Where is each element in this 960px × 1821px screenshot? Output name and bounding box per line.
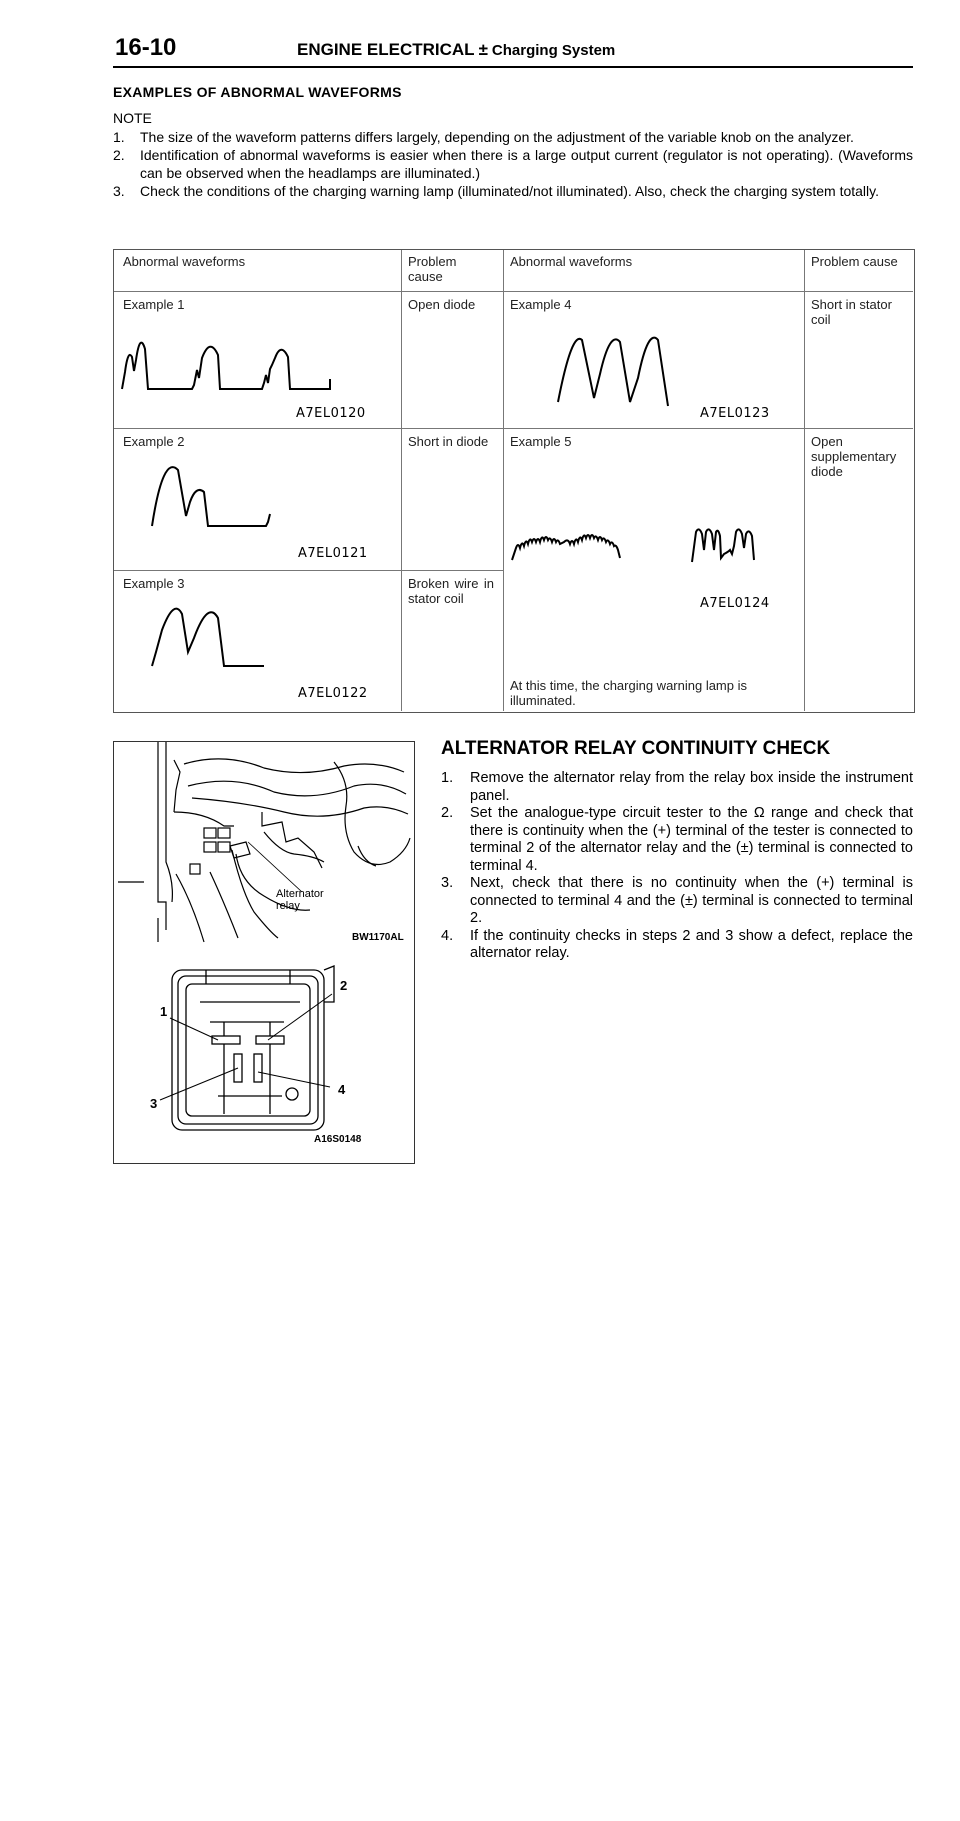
title-separator: ±: [478, 40, 488, 59]
waveform-table: [113, 249, 915, 713]
table-header: Problem cause: [408, 254, 457, 284]
note-label: NOTE: [113, 110, 152, 126]
relay-connector-diagram: [114, 942, 414, 1162]
page-title: [297, 40, 615, 60]
figure-code: A7EL0121: [298, 546, 368, 561]
figure-code: A16S0148: [314, 1134, 362, 1145]
note-item: [113, 182, 913, 200]
problem-cause: Broken wire in stator coil: [408, 576, 494, 606]
pin-label: 4: [338, 1082, 346, 1097]
relay-callout: [276, 888, 324, 912]
table-header: Abnormal waveforms: [123, 254, 246, 269]
subtitle-text: Charging System: [491, 42, 616, 59]
step-number: 3.: [441, 875, 454, 891]
step-text: If the continuity checks in steps 2 and 3 show a defect, replace the alternator relay.: [470, 927, 913, 961]
step-item: [441, 770, 913, 805]
figure-code: A7EL0120: [296, 406, 366, 421]
callout-line-1: Alternator: [276, 888, 324, 900]
note-number: 2.: [113, 147, 125, 163]
note-item: [113, 146, 913, 182]
waveform-example-1: [118, 315, 398, 400]
relay-check-steps: [441, 770, 913, 963]
page-header: [113, 32, 913, 68]
pin-label: 2: [340, 978, 348, 993]
waveform-example-3: [138, 590, 338, 680]
pin-label: 1: [160, 1004, 168, 1019]
table-divider: [114, 570, 503, 571]
note-text: Identification of abnormal waveforms is easier when there is a large output current (regulator is not operating). (Waveforms can be observed when the headlamps are illuminated.): [140, 147, 913, 181]
waveforms-heading: EXAMPLES OF ABNORMAL WAVEFORMS: [113, 84, 402, 100]
example-label: Example 2: [123, 434, 185, 449]
title-text: ENGINE ELECTRICAL: [297, 40, 475, 59]
step-text: Remove the alternator relay from the relay box inside the instrument panel.: [470, 770, 913, 804]
figure-code: A7EL0124: [700, 596, 770, 611]
problem-cause: Open diode: [408, 297, 476, 312]
table-divider: [114, 428, 913, 429]
problem-cause: Short in diode: [408, 434, 489, 449]
step-number: 2.: [441, 805, 454, 821]
table-header: Problem cause: [811, 254, 898, 269]
pin-label: 3: [150, 1096, 158, 1111]
note-text: The size of the waveform patterns differs largely, depending on the adjustment of the variable knob on the analyzer.: [140, 129, 854, 145]
relay-check-heading: ALTERNATOR RELAY CONTINUITY CHECK: [441, 738, 831, 759]
alternator-relay-figure: [113, 741, 415, 1164]
figure-code: A7EL0123: [700, 406, 770, 421]
step-item: [441, 875, 913, 928]
note-list: [113, 128, 913, 200]
example-remark: At this time, the charging warning lamp is illuminated.: [510, 678, 747, 708]
example-label: Example 1: [123, 297, 185, 312]
note-number: 1.: [113, 129, 125, 145]
figure-code: A7EL0122: [298, 686, 368, 701]
example-label: Example 4: [510, 297, 572, 312]
table-divider: [804, 250, 805, 711]
note-number: 3.: [113, 183, 125, 199]
step-item: [441, 805, 913, 875]
table-divider: [503, 250, 504, 711]
step-text: Set the analogue-type circuit tester to the Ω range and check that there is continuity when the (+) terminal of the tester is connected to terminal 2 of the alternator relay and the (±) terminal is connected to terminal 4.: [470, 805, 913, 874]
step-number: 4.: [441, 927, 454, 944]
example-label: Example 5: [510, 434, 572, 449]
step-number: 1.: [441, 770, 454, 786]
problem-cause: Open supplementary diode: [811, 434, 897, 479]
problem-cause: Short in stator coil: [811, 297, 892, 327]
waveform-example-4: [544, 320, 744, 410]
note-text: Check the conditions of the charging warning lamp (illuminated/not illuminated). Also, check the charging system totally.: [140, 183, 880, 199]
waveform-example-5: [506, 520, 802, 580]
callout-line-2: relay: [276, 900, 300, 912]
table-divider: [401, 250, 402, 711]
table-header: Abnormal waveforms: [510, 254, 633, 269]
table-divider: [114, 291, 913, 292]
note-item: [113, 128, 913, 146]
waveform-example-2: [138, 450, 338, 540]
example-label: Example 3: [123, 576, 185, 591]
step-item: [441, 928, 913, 963]
figure-code: BW1170AL: [352, 932, 404, 943]
page-number: 16-10: [115, 34, 177, 61]
step-text: Next, check that there is no continuity when the (+) terminal is connected to terminal 4 and the (±) terminal is connected to terminal 2.: [470, 875, 913, 926]
